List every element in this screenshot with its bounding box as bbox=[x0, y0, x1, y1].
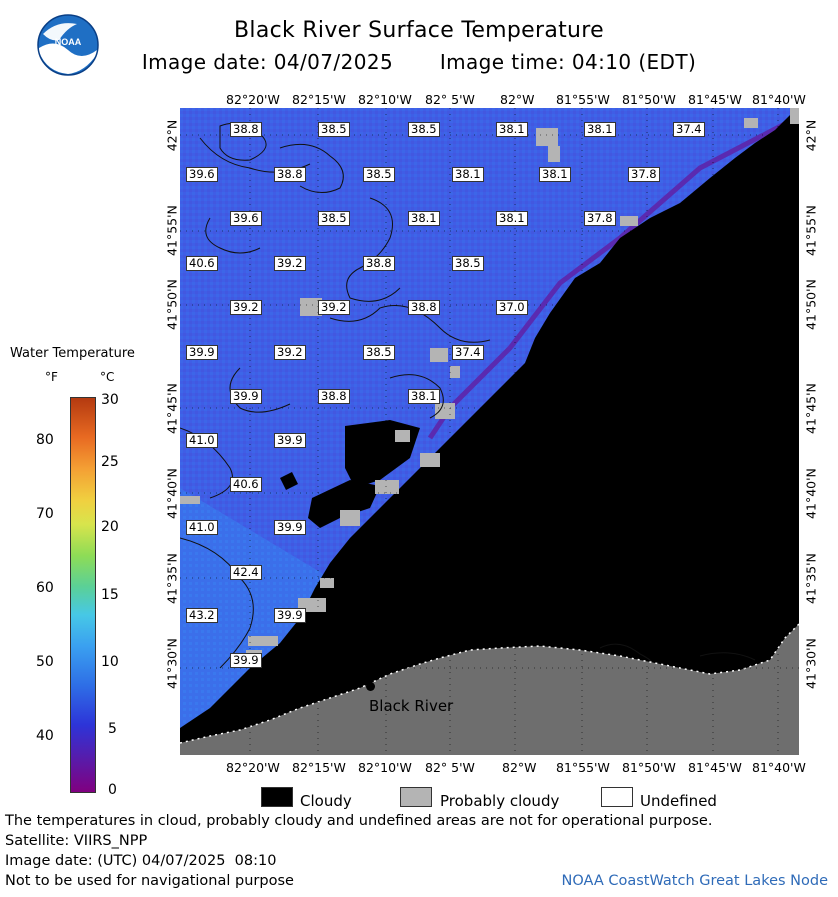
temperature-label: 38.1 bbox=[408, 211, 440, 226]
temperature-label: 38.1 bbox=[584, 122, 616, 137]
lat-label-right: 41°35'N bbox=[803, 553, 819, 604]
temperature-label: 39.9 bbox=[186, 345, 218, 360]
temperature-label: 39.9 bbox=[230, 389, 262, 404]
lat-label-left: 41°45'N bbox=[164, 383, 180, 434]
color-scale-unit-c: °C bbox=[100, 370, 115, 384]
temperature-label: 39.2 bbox=[318, 300, 350, 315]
legend-undefined-swatch bbox=[601, 787, 633, 807]
temperature-label: 37.4 bbox=[452, 345, 484, 360]
temperature-label: 37.4 bbox=[673, 122, 705, 137]
temperature-label: 38.5 bbox=[363, 167, 395, 182]
c-tick: 15 bbox=[101, 587, 119, 603]
lon-label-bottom: 81°50'W bbox=[622, 760, 676, 775]
lon-label-bottom: 82° 5'W bbox=[425, 760, 475, 775]
lat-label-left: 41°55'N bbox=[164, 205, 180, 256]
temperature-label: 40.6 bbox=[186, 256, 218, 271]
legend-undefined-label: Undefined bbox=[640, 792, 717, 810]
c-tick: 25 bbox=[101, 454, 119, 470]
temperature-label: 41.0 bbox=[186, 520, 218, 535]
lon-label-bottom: 82°10'W bbox=[358, 760, 412, 775]
lon-label-top: 81°50'W bbox=[622, 92, 676, 107]
lon-label-top: 81°40'W bbox=[752, 92, 806, 107]
temperature-label: 43.2 bbox=[186, 608, 218, 623]
temperature-label: 38.1 bbox=[496, 211, 528, 226]
temperature-label: 37.8 bbox=[584, 211, 616, 226]
temperature-label: 38.5 bbox=[318, 122, 350, 137]
temperature-label: 39.9 bbox=[274, 520, 306, 535]
c-tick: 5 bbox=[108, 721, 117, 737]
lon-label-top: 81°45'W bbox=[688, 92, 742, 107]
color-scale-unit-f: °F bbox=[45, 370, 58, 384]
page-title: Black River Surface Temperature bbox=[234, 18, 604, 43]
c-tick: 0 bbox=[108, 782, 117, 798]
image-time: Image time: 04:10 (EDT) bbox=[439, 50, 697, 74]
lat-label-right: 41°50'N bbox=[803, 279, 819, 330]
legend-probably-cloudy-label: Probably cloudy bbox=[440, 792, 560, 810]
lon-label-bottom: 82°15'W bbox=[292, 760, 346, 775]
temperature-label: 38.1 bbox=[496, 122, 528, 137]
lon-label-bottom: 82°20'W bbox=[226, 760, 280, 775]
legend-cloudy-swatch bbox=[261, 787, 293, 807]
lat-label-left: 42°N bbox=[164, 119, 180, 152]
temperature-label: 38.5 bbox=[452, 256, 484, 271]
lon-label-top: 82° 5'W bbox=[425, 92, 475, 107]
f-tick: 80 bbox=[36, 432, 54, 448]
lon-label-bottom: 81°40'W bbox=[752, 760, 806, 775]
temperature-label: 38.8 bbox=[363, 256, 395, 271]
map-svg bbox=[180, 108, 799, 755]
temperature-label: 38.8 bbox=[408, 300, 440, 315]
lon-label-top: 82°W bbox=[500, 92, 535, 107]
lat-label-right: 41°45'N bbox=[803, 383, 819, 434]
lon-label-top: 81°55'W bbox=[556, 92, 610, 107]
temperature-label: 39.2 bbox=[274, 256, 306, 271]
temperature-label: 42.4 bbox=[230, 565, 262, 580]
legend-cloudy-label: Cloudy bbox=[300, 792, 352, 810]
temperature-label: 38.5 bbox=[363, 345, 395, 360]
color-scale-title: Water Temperature bbox=[10, 346, 135, 361]
city-marker bbox=[366, 682, 375, 691]
temperature-label: 38.8 bbox=[230, 122, 262, 137]
temperature-label: 37.8 bbox=[628, 167, 660, 182]
temperature-label: 38.5 bbox=[318, 211, 350, 226]
temperature-label: 41.0 bbox=[186, 433, 218, 448]
lon-label-top: 82°10'W bbox=[358, 92, 412, 107]
lon-label-bottom: 81°55'W bbox=[556, 760, 610, 775]
f-tick: 70 bbox=[36, 506, 54, 522]
lat-label-left: 41°50'N bbox=[164, 279, 180, 330]
c-tick: 30 bbox=[101, 392, 119, 408]
lat-label-right: 41°40'N bbox=[803, 468, 819, 519]
lat-label-left: 41°40'N bbox=[164, 468, 180, 519]
noaa-logo-text: NOAA bbox=[54, 37, 82, 47]
image-datetime bbox=[0, 50, 838, 74]
temperature-label: 38.8 bbox=[318, 389, 350, 404]
temperature-map bbox=[180, 108, 799, 755]
temperature-label: 38.1 bbox=[539, 167, 571, 182]
c-tick: 10 bbox=[101, 654, 119, 670]
lat-label-right: 42°N bbox=[803, 119, 819, 152]
temperature-label: 39.6 bbox=[186, 167, 218, 182]
navigation-note: Not to be used for navigational purpose bbox=[5, 873, 294, 889]
image-date: Image date: 04/07/2025 bbox=[141, 50, 394, 74]
temperature-label: 39.2 bbox=[230, 300, 262, 315]
satellite-text: Satellite: VIIRS_NPP bbox=[5, 833, 148, 849]
temperature-label: 39.2 bbox=[274, 345, 306, 360]
temperature-label: 39.9 bbox=[274, 608, 306, 623]
temperature-label: 40.6 bbox=[230, 477, 262, 492]
lon-label-bottom: 82°W bbox=[502, 760, 537, 775]
lat-label-left: 41°35'N bbox=[164, 553, 180, 604]
lon-label-bottom: 81°45'W bbox=[688, 760, 742, 775]
lat-label-left: 41°30'N bbox=[164, 638, 180, 689]
f-tick: 40 bbox=[36, 728, 54, 744]
f-tick: 60 bbox=[36, 580, 54, 596]
f-tick: 50 bbox=[36, 654, 54, 670]
temperature-label: 38.8 bbox=[274, 167, 306, 182]
lat-label-right: 41°30'N bbox=[803, 638, 819, 689]
utc-date-text: Image date: (UTC) 04/07/2025 08:10 bbox=[5, 853, 277, 869]
color-scale-bar bbox=[70, 397, 96, 793]
temperature-label: 39.9 bbox=[274, 433, 306, 448]
lat-label-right: 41°55'N bbox=[803, 205, 819, 256]
lon-label-top: 82°20'W bbox=[226, 92, 280, 107]
c-tick: 20 bbox=[101, 519, 119, 535]
credit-text: NOAA CoastWatch Great Lakes Node bbox=[561, 873, 828, 889]
temperature-label: 39.9 bbox=[230, 653, 262, 668]
disclaimer-text: The temperatures in cloud, probably cloudy and undefined areas are not for operational purpose. bbox=[5, 813, 713, 829]
temperature-label: 39.6 bbox=[230, 211, 262, 226]
lon-label-top: 82°15'W bbox=[292, 92, 346, 107]
temperature-label: 38.1 bbox=[452, 167, 484, 182]
temperature-label: 37.0 bbox=[496, 300, 528, 315]
city-label: Black River bbox=[369, 697, 454, 715]
legend-probably-cloudy-swatch bbox=[400, 787, 432, 807]
temperature-label: 38.5 bbox=[408, 122, 440, 137]
temperature-label: 38.1 bbox=[408, 389, 440, 404]
